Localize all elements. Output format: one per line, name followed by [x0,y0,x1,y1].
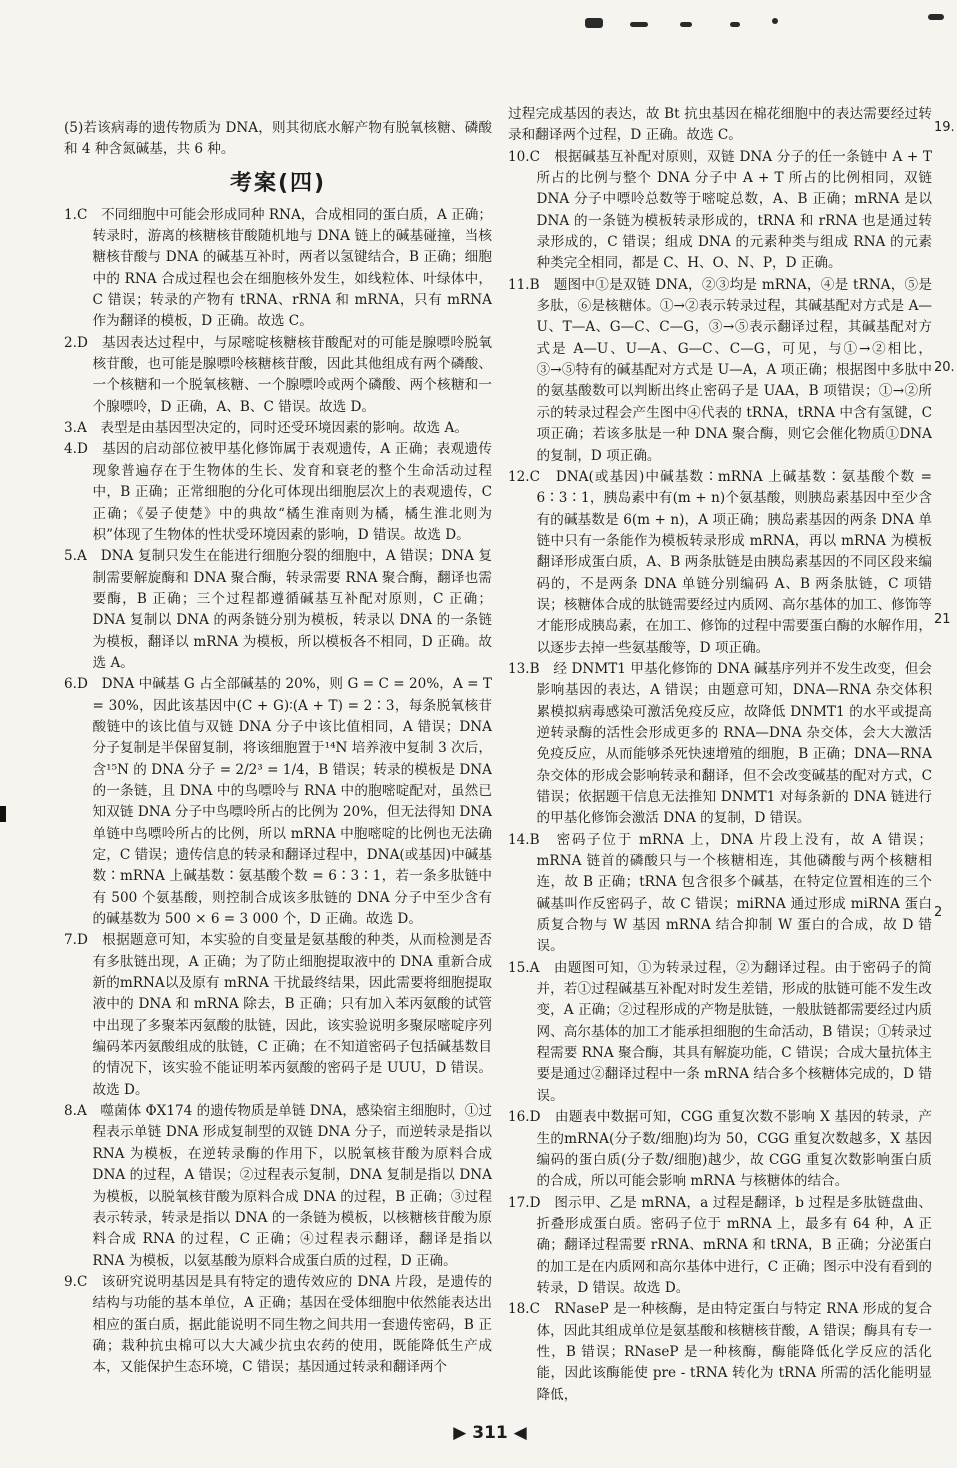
edge-label: 19. [934,120,955,135]
right-column [508,104,932,1406]
top-mark [928,14,944,20]
answer-item: 14.B 密码子位于 mRNA 上，DNA 片段上没有，故 A 错误；mRNA 链首的磷酸只与一个核糖相连，其他磷酸与两个核糖相连，故 B 正确；tRNA 包含很多个碱基，在特定位置相连的三个碱基叫作反密码子，故 C 错误；miRNA 通过形成 miRNA 蛋白质复合物与 W 基因 mRNA 结合抑制 W 蛋白的合成，故 D 错误。 [508,831,932,955]
top-mark [730,22,740,27]
answer-item: 3.A 表型是由基因型决定的，同时还受环境因素的影响。故选 A。 [64,420,468,437]
answer-item: 2.D 基因表达过程中，与尿嘧啶核糖核苷酸配对的可能是腺嘌呤脱氧核苷酸，也可能是腺嘌呤核糖核苷酸，因此其他组成有两个磷酸、一个核糖和一个脱氧核糖、一个腺嘌呤或两个磷酸、两个核糖和一个腺嘌呤，D 正确，A、B、C 错误。故选 D。 [64,334,492,415]
answer-item: 15.A 由题图可知，①为转录过程，②为翻译过程。由于密码子的简并，若①过程碱基互补配对时发生差错，形成的肽链可能不发生改变，A 正确；②过程形成的产物是肽链，一般肽链都需要经过内质网、高尔基体的加工才能承担细胞的生命活动，B 错误；①转录过程需要 RNA 聚合酶，其具有解旋功能，C 错误；合成大量抗体主要是通过②翻译过程中一条 mRNA 结合多个核糖体完成的，D 错误。 [508,959,932,1104]
top-edge-marks [0,0,957,40]
answer-item: 4.D 基因的启动部位被甲基化修饰属于表观遗传，A 正确；表观遗传现象普遍存在于生物体的生长、发育和衰老的整个生命活动过程中，B 正确；正常细胞的分化可体现出细胞层次上的表观遗传，C 正确；《晏子使楚》中的典故“橘生淮南则为橘，橘生淮北则为枳”体现了生物体的性状受环境因素的影响，D 错误。故选 D。 [64,441,492,543]
answer-item: 7.D 根据题意可知，本实验的自变量是氨基酸的种类，从而检测是否有多肽链出现，A 正确；为了防止细胞提取液中的 DNA 重新合成新的mRNA以及原有 mRNA 干扰最终结果，因此需要将细胞提取液中的 DNA 和 mRNA 除去，B 正确；只有加入苯丙氨酸的试管中出现了多聚苯丙氨酸的肽链，因此，该实验说明多聚尿嘧啶序列编码苯丙氨酸组成的肽链，C 正确；在不知道密码子包括碱基数目的情况下，该实验不能证明苯丙氨酸的密码子是 UUU，D 错误。故选 D。 [64,932,492,1098]
top-mark [772,18,778,24]
left-intro: (5)若该病毒的遗传物质为 DNA，则其彻底水解产物有脱氧核糖、磷酸和 4 种含氮碱基，共 6 种。 [64,120,492,158]
answer-item: 11.B 题图中①是双链 DNA，②③均是 mRNA，④是 tRNA，⑤是多肽，⑥是核糖体。①→②表示转录过程，其碱基配对方式是 A—U、T—A、G—C、C—G，③→⑤表示翻译过程，其碱基配对方式是 A—U、U—A、G—C、C—G，可见，与①→②相比，③→⑤特有的碱基配对方式是 U—A，A 项正确；根据图中多肽中的氨基酸数可以判断出终止密码子是 UAA，B 项错误；①→②所示的转录过程会产生图中④代表的 tRNA，tRNA 中含有氢键，C 项正确；若该多肽是一种 DNA 聚合酶，则它会催化物质①DNA 的复制，D 项正确。 [508,276,932,464]
top-mark [585,18,603,28]
edge-label: 20. [934,360,955,375]
triangle-left-icon: ◀ [513,1423,527,1443]
right-intro: 过程完成基因的表达，故 Bt 抗虫基因在棉花细胞中的表达需要经过转录和翻译两个过程，D 正确。故选 C。 [508,106,932,144]
page-number-text: 311 [472,1423,508,1443]
answer-item: 13.B 经 DNMT1 甲基化修饰的 DNA 碱基序列并不发生改变，但会影响基因的表达，A 错误；由题意可知，DNA—RNA 杂交体积累模拟病毒感染可激活免疫反应，故降低 DNMT1 的水平或提高逆转录酶的活性会形成更多的 RNA—DNA 杂交体，会大大激活免疫反应，从而能够杀死快速增殖的细胞，B 正确；DNA—RNA 杂交体的形成会影响转录和翻译，但不会改变碱基的配对方式，C 错误；依据题干信息无法推知 DNMT1 对每条新的 DNA 链进行的甲基化修饰会激活 DNA 的复制，D 错误。 [508,660,932,827]
binding-mark [0,806,6,822]
top-mark [630,22,648,27]
answer-item: 17.D 图示甲、乙是 mRNA，a 过程是翻译，b 过程是多肽链盘曲、折叠形成蛋白质。密码子位于 mRNA 上，最多有 64 种，A 正确；翻译过程需要 rRNA、mRNA 和 tRNA，B 正确；分泌蛋白的加工是在内质网和高尔基体中进行，C 正确；图示中没有看到的转录，D 错误。故选 D。 [508,1194,932,1296]
edge-label: 2 [934,905,943,920]
answer-item: 5.A DNA 复制只发生在能进行细胞分裂的细胞中，A 错误；DNA 复制需要解旋酶和 DNA 聚合酶，转录需要 RNA 聚合酶，翻译也需要酶，B 正确；三个过程都遵循碱基互补配对原则，C 正确；DNA 复制以 DNA 的两条链分别为模板，转录以 DNA 的一条链为模板，翻译以 mRNA 为模板，所以模板各不相同，D 正确。故选 A。 [64,548,492,671]
page-number [440,1423,540,1443]
answer-item: 9.C 该研究说明基因是具有特定的遗传效应的 DNA 片段，是遗传的结构与功能的基本单位，A 正确；基因在受体细胞中依然能表达出相应的蛋白质，据此能说明不同生物之间共用一套遗传密码，B 正确；栽种抗虫棉可以大大减少抗虫农药的使用，既能降低生产成本，又能保护生态环境，C 错误；基因通过转录和翻译两个 [64,1273,492,1376]
answer-item: 12.C DNA(或基因)中碱基数∶mRNA 上碱基数∶氨基酸个数 = 6∶3∶1，胰岛素中有(m + n)个氨基酸，则胰岛素基因中至少含有的碱基数是 6(m + n)，A 项正确；胰岛素基因的两条 DNA 单链中只有一条能作为模板转录形成 mRNA，再以 mRNA 为模板翻译形成蛋白质，A、B 两条肽链是由胰岛素基因的不同区段来编码的，不是两条 DNA 单链分别编码 A、B 两条肽链，C 项错误；核糖体合成的肽链需要经过内质网、高尔基体的加工、修饰等才能形成胰岛素，在加工、修饰的过程中需要蛋白酶的水解作用，以逐步去掉一些氨基酸等，D 项正确。 [508,468,932,656]
top-mark [680,22,692,27]
section-title: 考案(四) [229,170,327,196]
edge-label: 21 [934,612,951,627]
answer-item: 1.C 不同细胞中可能会形成同种 RNA，合成相同的蛋白质，A 正确；转录时，游离的核糖核苷酸随机地与 DNA 链上的碱基碰撞，当核糖核苷酸与 DNA 的碱基互补时，两者以氢键结合，B 正确；细胞中的 RNA 合成过程也会在细胞核外发生，如线粒体、叶绿体中，C 错误；转录的产物有 tRNA、rRNA 和 mRNA，只有 mRNA 作为翻译的模板，D 正确。故选 C。 [64,206,492,330]
answer-item: 8.A 噬菌体 ΦX174 的遗传物质是单链 DNA，感染宿主细胞时，①过程表示单链 DNA 形成复制型的双链 DNA 分子，而逆转录是指以 RNA 为模板，在逆转录酶的作用下，以脱氧核苷酸为原料合成 DNA 的过程，A 错误；②过程表示复制，DNA 复制是指以 DNA 为模板，以脱氧核苷酸为原料合成 DNA 的过程，B 正确；③过程表示转录，转录是指以 DNA 的一条链为模板，以核糖核苷酸为原料合成 RNA 的过程，C 正确；④过程表示翻译，翻译是指以 RNA 为模板，以氨基酸为原料合成蛋白质的过程，D 正确。 [64,1103,492,1269]
left-column [64,118,492,1379]
answer-item: 10.C 根据碱基互补配对原则，双链 DNA 分子的任一条链中 A + T 所占的比例与整个 DNA 分子中 A + T 所占的比例相同，双链 DNA 分子中嘌呤总数等于嘧啶总数，A、B 正确；mRNA 是以 DNA 的一条链为模板转录形成的，tRNA 和 rRNA 也是通过转录形成的，C 错误；组成 DNA 的元素种类与组成 RNA 的元素种类完全相同，都是 C、H、O、N、P，D 正确。 [508,148,932,272]
answer-item: 18.C RNaseP 是一种核酶，是由特定蛋白与特定 RNA 形成的复合体，因此其组成单位是氨基酸和核糖核苷酸，A 错误；酶具有专一性，B 错误；RNaseP 是一种核酶，酶能降低化学反应的活化能，因此该酶能使 pre - tRNA 转化为 tRNA 所需的活化能明显降低， [508,1301,932,1403]
triangle-right-icon: ▶ [453,1423,467,1443]
answer-item: 16.D 由题表中数据可知，CGG 重复次数不影响 X 基因的转录，产生的mRNA(分子数/细胞)均为 50，CGG 重复次数越多，X 基因编码的蛋白质(分子数/细胞)越少，故 CGG 重复次数影响蛋白质的合成，所以可能会影响 mRNA 与核糖体的结合。 [508,1109,932,1190]
answer-item: 6.D DNA 中碱基 G 占全部碱基的 20%，则 G = C = 20%，A = T = 30%，因此该基因中(C + G)∶(A + T) = 2∶3，每条脱氧核苷酸链中的该比值与双链 DNA 分子中该比值相同，A 错误；DNA 分子复制是半保留复制，将该细胞置于¹⁴N 培养液中复制 3 次后，含¹⁵N 的 DNA 分子 = 2/2³ = 1/4，B 错误；转录的模板是 DNA 的一条链，且 DNA 中的鸟嘌呤与 RNA 中的胞嘧啶配对，虽然已知双链 DNA 分子中鸟嘌呤所占的比例为 20%，但无法得知 DNA 单链中鸟嘌呤所占的比例，所以 mRNA 中胞嘧啶的比例也无法确定，C 错误；遗传信息的转录和翻译过程中，DNA(或基因)中碱基数∶mRNA 上碱基数∶氨基酸个数 = 6∶3∶1，若一条多肽链中有 500 个氨基酸，则控制合成该多肽链的 DNA 分子中至少含有的碱基数为 500 × 6 = 3 000 个，D 正确。故选 D。 [64,676,492,928]
